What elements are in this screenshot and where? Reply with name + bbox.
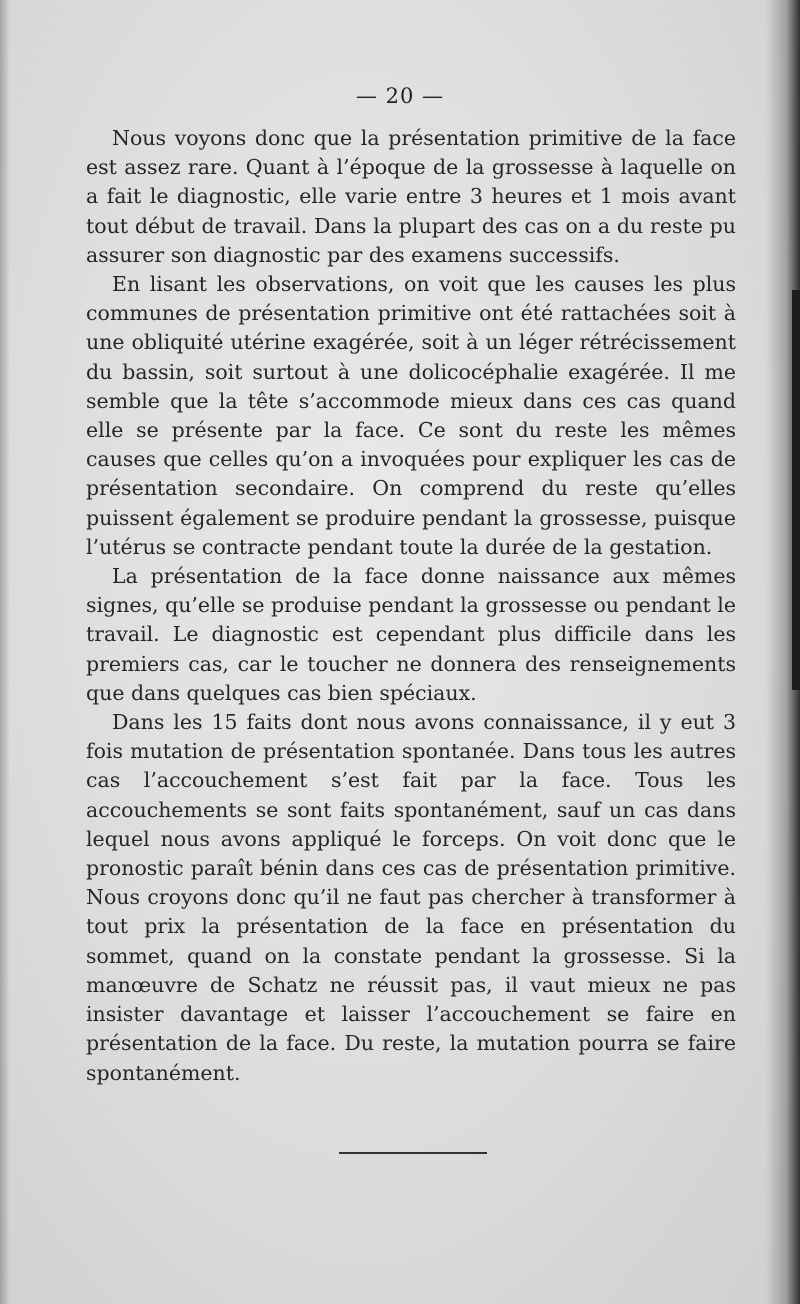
paragraph-3: La présentation de la face donne naissance aux mêmes signes, qu’elle se produise pendant la grossesse ou pendant le travail. Le diagnostic est cependant plus difficile dans les premiers cas, car le toucher ne donnera des renseignements que dans quelques cas bien spéciaux. xyxy=(86,564,736,705)
end-rule xyxy=(339,1152,487,1154)
page-left-shadow xyxy=(0,0,10,1304)
paragraph-4: Dans les 15 faits dont nous avons connaissance, il y eut 3 fois mutation de présentation spontanée. Dans tous les autres cas l’accouchement s’est fait par la face. Tous les accouchements se sont faits spontanément, sauf un cas dans lequel nous avons appliqué le forceps. On voit donc que le pronostic paraît bénin dans ces cas de présentation primitive. Nous croyons donc qu’il ne faut pas chercher à transformer à tout prix la présentation de la face en présentation du sommet, quand on la constate pendant la grossesse. Si la manœuvre de Schatz ne réussit pas, il vaut mieux ne pas insister davantage et laisser l’accouchement se faire en présentation de la face. Du reste, la mutation pourra se faire spontanément. xyxy=(86,710,736,1085)
paragraph-1: Nous voyons donc que la présentation primitive de la face est assez rare. Quant à l’époque de la grossesse à laquelle on a fait le diagnostic, elle varie entre 3 heures et 1 mois avant tout début de travail. Dans la plupart des cas on a du reste pu assurer son diagnostic par des examens successifs. xyxy=(86,126,736,267)
body-text xyxy=(86,124,736,1088)
page-number: — 20 — xyxy=(355,84,445,108)
binding-edge-mark xyxy=(792,290,800,690)
paragraph-2: En lisant les observations, on voit que les causes les plus communes de présentation primitive ont été rattachées soit à une obliquité utérine exagérée, soit à un léger rétrécissement du bassin, soit surtout à une dolicocéphalie exagérée. Il me semble que la tête s’accommode mieux dans ces cas quand elle se présente par la face. Ce sont du reste les mêmes causes que celles qu’on a invoquées pour expliquer les cas de présentation secondaire. On comprend du reste qu’elles puissent également se produire pendant la grossesse, puisque l’utérus se contracte pendant toute la durée de la gestation. xyxy=(86,272,736,559)
